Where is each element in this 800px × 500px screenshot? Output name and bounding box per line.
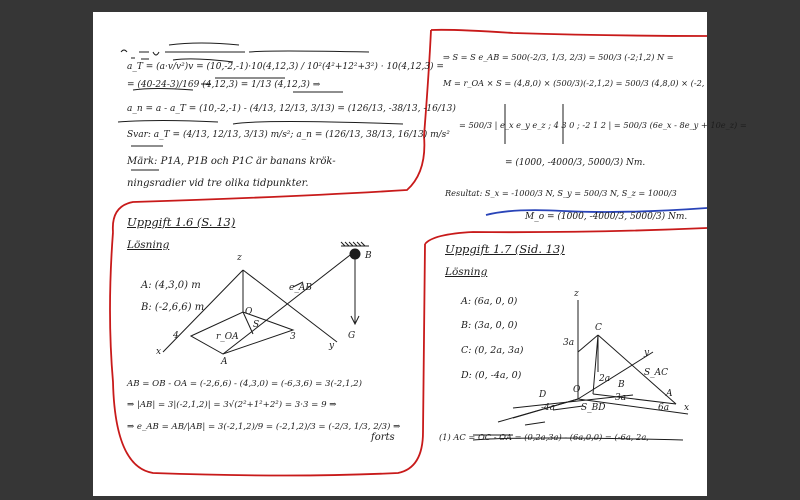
fig16-x-label: x xyxy=(156,347,162,357)
fig16-four-label: 4 xyxy=(173,331,179,341)
s-line: ⇒ S = S e_AB = 500(-2/3, 1/3, 2/3) = 500/3 (-2;1,2) N = xyxy=(443,52,674,62)
point-B: B: (-2,6,6) m xyxy=(141,302,205,313)
fig17-SBD-label: S_BD xyxy=(581,403,606,413)
figure-1-6 xyxy=(163,242,369,354)
fig17-B-label: B xyxy=(618,380,625,390)
task16-title: Uppgift 1.6 (S. 13) xyxy=(127,215,236,229)
point-A: A: (4,3,0) m xyxy=(141,280,201,291)
fig17-D-label: D xyxy=(539,390,547,400)
at-line2: = (40-24-3)/169 (4,12,3) = 1/13 (4,12,3) ⇒ xyxy=(127,80,321,90)
fig16-eAB-label: e_AB xyxy=(289,283,312,293)
fig16-O-label: O xyxy=(245,307,253,317)
fig17-z-label: z xyxy=(574,289,579,299)
fig16-rOA-label: r_OA xyxy=(216,332,239,342)
ab-line: AB = OB - OA = (-2,6,6) - (4,3,0) = (-6,3,6) = 3(-2,1,2) xyxy=(127,379,362,389)
det-line: = 500/3 | e_x e_y e_z ; 4 3 0 ; -2 1 2 | = 500/3 (6e_x - 8e_y + 10e_z) = xyxy=(459,120,747,130)
fig16-y-label: y xyxy=(329,341,335,351)
at-line: a_T = (a·v/v²)v = (10,-2,-1)·10(4,12,3) / 10²(4²+12²+3²) · 10(4,12,3) = xyxy=(127,62,444,72)
an-line: a_n = a - a_T = (10,-2,-1) - (4/13, 12/13, 3/13) = (126/13, -38/13, -16/13) xyxy=(127,104,456,114)
fig17-x-label: x xyxy=(684,403,690,413)
fig17-3a-label: 3a xyxy=(563,338,575,348)
fig16-G-label: G xyxy=(348,331,356,341)
svar-line: Svar: a_T = (4/13, 12/13, 3/13) m/s²; a_n = (126/13, 38/13, 16/13) m/s² xyxy=(127,130,450,140)
resultat-line: Resultat: S_x = -1000/3 N, S_y = 500/3 N, S_z = 1000/3 xyxy=(445,188,677,198)
forts-label: forts xyxy=(371,432,395,443)
fig17-SAC-label: S_AC xyxy=(644,368,669,378)
fig16-three-label: 3 xyxy=(290,332,296,342)
fig17-C-label: C xyxy=(595,323,602,333)
fig17-6a-label: 6a xyxy=(658,403,670,413)
mark-line1: Märk: P1A, P1B och P1C är banans krök- xyxy=(127,156,336,167)
mark-line2: ningsradier vid tre olika tidpunkter. xyxy=(127,178,309,189)
point-A-17: A: (6a, 0, 0) xyxy=(461,296,518,307)
mo-line: M_o = (1000, -4000/3, 5000/3) Nm. xyxy=(525,212,688,222)
fig17-y-label: y xyxy=(644,348,650,358)
task17-title: Uppgift 1.7 (Sid. 13) xyxy=(445,242,565,256)
fig17-2a-label: 2a xyxy=(599,374,611,384)
fig16-z-label: z xyxy=(237,253,242,263)
fig17-minus4a-label: -4a xyxy=(541,403,556,413)
fig16-B-label: B xyxy=(365,251,372,261)
task16-losning: Lösning xyxy=(127,239,170,251)
fig17-A-label: A xyxy=(666,389,673,399)
m-line: M = r_OA × S = (4,8,0) × (500/3)(-2,1,2) = 500/3 (4,8,0) × (-2, xyxy=(443,78,705,88)
task17-losning: Lösning xyxy=(445,266,488,278)
point-B-17: B: (3a, 0, 0) xyxy=(461,320,518,331)
abs-line: ⇒ |AB| = 3|(-2,1,2)| = 3√(2²+1²+2²) = 3·3 = 9 ⇒ xyxy=(127,400,337,410)
point-C-17: C: (0, 2a, 3a) xyxy=(461,345,524,356)
det-result: = (1000, -4000/3, 5000/3) Nm. xyxy=(505,158,646,168)
fig16-A-label: A xyxy=(221,357,228,367)
point-D-17: D: (0, -4a, 0) xyxy=(461,370,522,381)
scanned-page xyxy=(93,12,747,496)
fig16-S-label: S xyxy=(253,320,260,330)
eab-line: ⇒ e_AB = AB/|AB| = 3(-2,1,2)/9 = (-2,1,2)/3 = (-2/3, 1/3, 2/3) ⇒ xyxy=(127,422,401,432)
fig17-3a2-label: 3a xyxy=(615,393,627,403)
fig17-O-label: O xyxy=(573,385,581,395)
ac-line: (1) AC = OC - OA = (0,2a,3a) - (6a,0,0) = (-6a, 2a, xyxy=(439,432,649,442)
